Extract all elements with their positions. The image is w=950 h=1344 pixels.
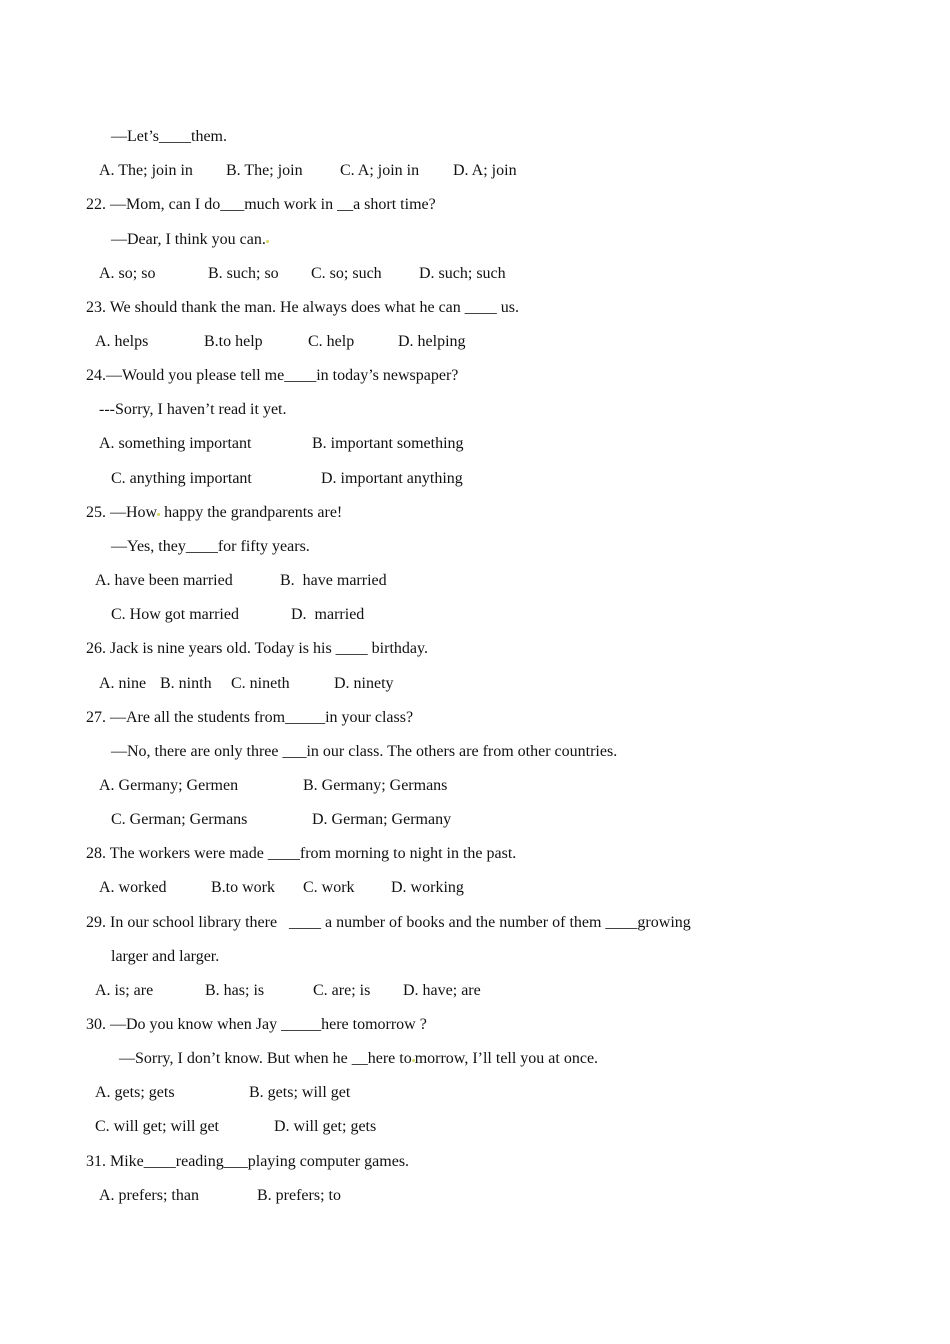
q26-option-d: D. ninety bbox=[334, 675, 394, 692]
q25-option-c: C. How got married bbox=[111, 606, 239, 623]
q26-option-c: C. nineth bbox=[231, 675, 290, 692]
q25-reply: —Yes, they____for fifty years. bbox=[111, 538, 310, 555]
q27-option-c: C. German; Germans bbox=[111, 811, 248, 828]
q27-option-d: D. German; Germany bbox=[312, 811, 452, 828]
q24-option-a: A. something important bbox=[99, 435, 252, 452]
q25-option-b: B. have married bbox=[280, 572, 387, 589]
q21-option-d: D. A; join bbox=[453, 162, 517, 179]
q29-option-c: C. are; is bbox=[313, 982, 371, 999]
q22-reply-text: —Dear, I think you can. bbox=[111, 231, 266, 248]
q24-option-c: C. anything important bbox=[111, 470, 252, 487]
q21-option-b: B. The; join bbox=[226, 162, 303, 179]
q28-option-a: A. worked bbox=[99, 879, 167, 896]
q30-option-c: C. will get; will get bbox=[95, 1118, 219, 1135]
q27-option-b: B. Germany; Germans bbox=[303, 777, 448, 794]
q22-option-a: A. so; so bbox=[99, 265, 156, 282]
q28-option-c: C. work bbox=[303, 879, 355, 896]
q23-option-c: C. help bbox=[308, 333, 355, 350]
q23-option-a: A. helps bbox=[95, 333, 149, 350]
q26-question: 26. Jack is nine years old. Today is his ____ birthday. bbox=[86, 640, 428, 657]
q27-option-a: A. Germany; Germen bbox=[99, 777, 239, 794]
q25-option-d: D. married bbox=[291, 606, 365, 623]
q28-question: 28. The workers were made ____from morning to night in the past. bbox=[86, 845, 517, 862]
q25-option-a: A. have been married bbox=[95, 572, 233, 589]
q27-question: 27. —Are all the students from_____in your class? bbox=[86, 709, 414, 726]
q21-option-a: A. The; join in bbox=[99, 162, 193, 179]
q24-reply: ---Sorry, I haven’t read it yet. bbox=[99, 401, 287, 418]
q22-option-c: C. so; such bbox=[311, 265, 382, 282]
q24-option-d: D. important anything bbox=[321, 470, 463, 487]
q30-option-b: B. gets; will get bbox=[249, 1084, 351, 1101]
q26-option-a: A. nine bbox=[99, 675, 147, 692]
q30-option-d: D. will get; gets bbox=[274, 1118, 377, 1135]
q31-option-b: B. prefers; to bbox=[257, 1187, 341, 1204]
q31-question: 31. Mike____reading___playing computer games. bbox=[86, 1153, 410, 1170]
q21-option-c: C. A; join in bbox=[340, 162, 420, 179]
q30-option-a: A. gets; gets bbox=[95, 1084, 175, 1101]
q22-question: 22. —Mom, can I do___much work in __a short time? bbox=[86, 196, 436, 213]
q24-option-b: B. important something bbox=[312, 435, 464, 452]
q24-question: 24.—Would you please tell me____in today’s newspaper? bbox=[86, 367, 459, 384]
q29-option-d: D. have; are bbox=[403, 982, 481, 999]
q29-question-continued: larger and larger. bbox=[111, 948, 220, 965]
q28-option-b: B.to work bbox=[211, 879, 275, 896]
q29-option-a: A. is; are bbox=[95, 982, 154, 999]
q30-question: 30. —Do you know when Jay _____here tomorrow ? bbox=[86, 1016, 427, 1033]
q21-dialogue-line: —Let’s____them. bbox=[111, 128, 227, 145]
q30-reply-end: morrow, I’ll tell you at once. bbox=[414, 1050, 599, 1067]
q23-question: 23. We should thank the man. He always does what he can ____ us. bbox=[86, 299, 519, 316]
q28-option-d: D. working bbox=[391, 879, 464, 896]
q23-option-b: B.to help bbox=[204, 333, 263, 350]
q23-option-d: D. helping bbox=[398, 333, 466, 350]
q29-question: 29. In our school library there ____ a number of books and the number of them ____growing bbox=[86, 914, 691, 931]
q29-option-b: B. has; is bbox=[205, 982, 265, 999]
q30-reply bbox=[119, 1049, 598, 1069]
q26-option-b: B. ninth bbox=[160, 675, 212, 692]
q22-option-d: D. such; such bbox=[419, 265, 506, 282]
q25-question-start: 25. —How bbox=[86, 504, 158, 521]
q25-question-end: happy the grandparents are! bbox=[160, 504, 343, 521]
q30-reply-start: —Sorry, I don’t know. But when he __here to bbox=[119, 1050, 412, 1067]
q27-reply: —No, there are only three ___in our class. The others are from other countries. bbox=[111, 743, 618, 760]
dot-mark bbox=[266, 240, 269, 243]
q31-option-a: A. prefers; than bbox=[99, 1187, 199, 1204]
q22-reply bbox=[111, 230, 269, 250]
q22-option-b: B. such; so bbox=[208, 265, 279, 282]
q25-question bbox=[86, 503, 342, 523]
